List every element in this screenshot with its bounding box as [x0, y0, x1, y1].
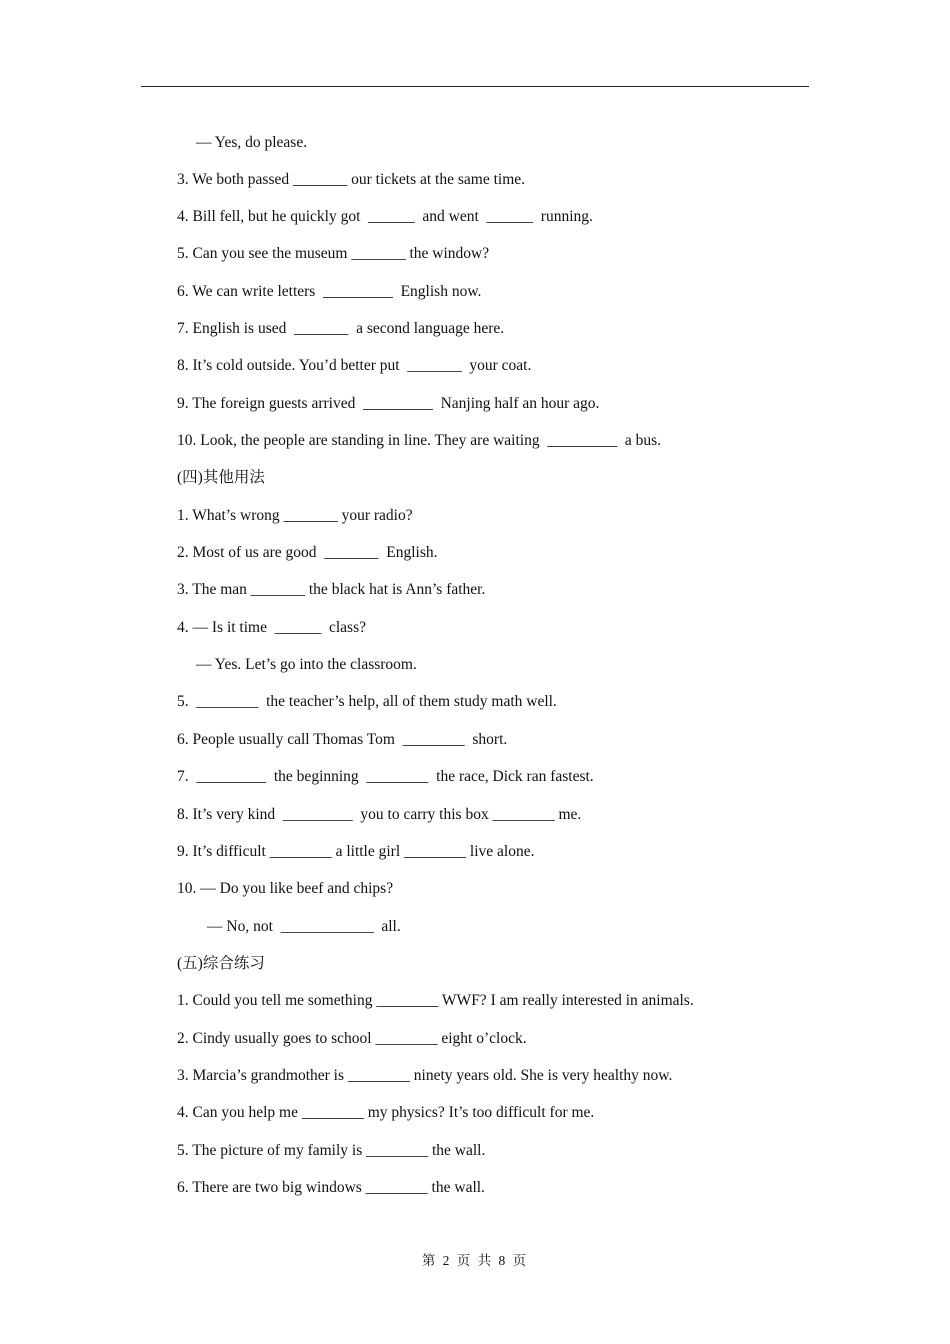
answer-line: — No, not ____________ all.: [207, 918, 401, 935]
question-line: 6. People usually call Thomas Tom ________ short.: [177, 731, 508, 748]
question-line: 10. — Do you like beef and chips?: [177, 880, 394, 897]
question-line: 4. Bill fell, but he quickly got ______ and went ______ running.: [177, 208, 593, 225]
question-line: 10. Look, the people are standing in line. They are waiting _________ a bus.: [177, 432, 661, 449]
question-line: 9. The foreign guests arrived _________ Nanjing half an hour ago.: [177, 395, 600, 412]
page-footer: 第 2 页 共 8 页: [421, 1253, 529, 1268]
answer-line: — Yes. Let’s go into the classroom.: [196, 656, 417, 673]
question-line: 3. The man _______ the black hat is Ann’s father.: [177, 581, 486, 598]
question-line: 6. We can write letters _________ English now.: [177, 283, 482, 300]
section-heading: (四)其他用法: [177, 469, 265, 486]
question-line: 4. — Is it time ______ class?: [177, 619, 366, 636]
question-line: 3. Marcia’s grandmother is ________ ninety years old. She is very healthy now.: [177, 1067, 673, 1084]
question-line: 5. ________ the teacher’s help, all of them study math well.: [177, 693, 557, 710]
question-line: 5. The picture of my family is ________ the wall.: [177, 1142, 486, 1159]
question-line: 3. We both passed _______ our tickets at the same time.: [177, 171, 526, 188]
header-rule: [141, 86, 809, 87]
question-line: 6. There are two big windows ________ the wall.: [177, 1179, 485, 1196]
question-line: 5. Can you see the museum _______ the window?: [177, 245, 490, 262]
question-line: 8. It’s cold outside. You’d better put _______ your coat.: [177, 357, 532, 374]
section-heading: (五)综合练习: [177, 955, 265, 972]
question-line: 1. What’s wrong _______ your radio?: [177, 507, 413, 524]
question-line: 1. Could you tell me something ________ WWF? I am really interested in animals.: [177, 992, 694, 1009]
question-line: 7. _________ the beginning ________ the race, Dick ran fastest.: [177, 768, 594, 785]
question-line: 7. English is used _______ a second language here.: [177, 320, 505, 337]
question-line: 9. It’s difficult ________ a little girl ________ live alone.: [177, 843, 535, 860]
question-line: 4. Can you help me ________ my physics? It’s too difficult for me.: [177, 1104, 595, 1121]
question-line: 8. It’s very kind _________ you to carry this box ________ me.: [177, 806, 582, 823]
question-line: 2. Most of us are good _______ English.: [177, 544, 438, 561]
answer-line: — Yes, do please.: [196, 134, 308, 151]
question-line: 2. Cindy usually goes to school ________ eight o’clock.: [177, 1030, 527, 1047]
